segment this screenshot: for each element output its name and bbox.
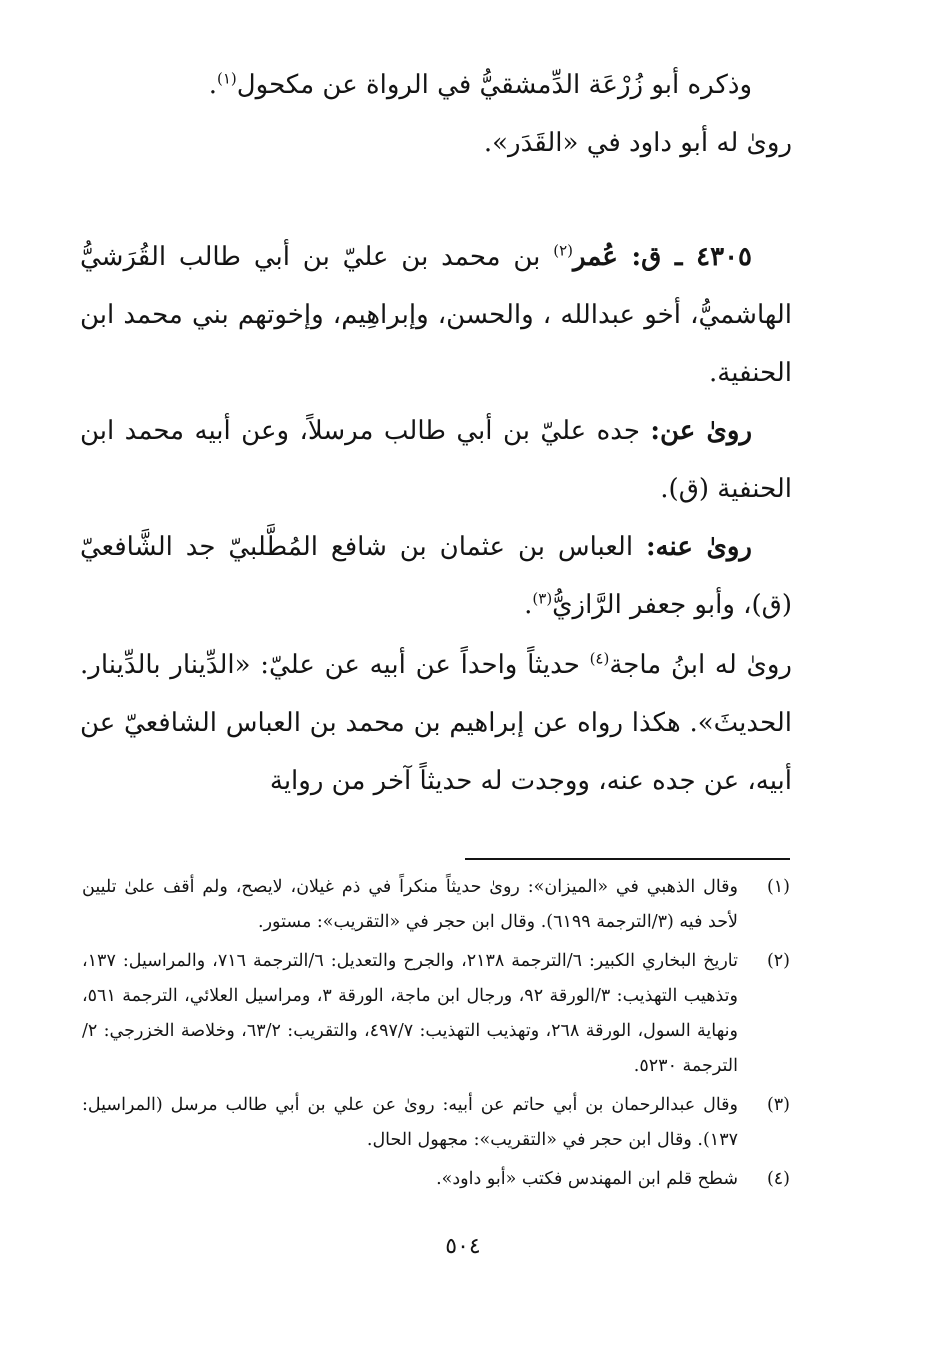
- footnote-ref-4: (٤): [589, 649, 610, 668]
- footnote-text: وقال عبدالرحمان بن أبي حاتم عن أبيه: روىٰ عن علي بن أبي طالب مرسل (المراسيل: ١٣٧). وقال ابن حجر في «التقريب»: مجهول الحال.: [82, 1095, 738, 1150]
- narrated-by-paragraph: روىٰ عنه: العباس بن عثمان بن شافع المُطَّلبيّ جد الشَّافعيّ (ق)، وأبو جعفر الرَّازيُّ$^{(٣)}$.: [80, 532, 792, 620]
- footnote-4: [82, 1162, 790, 1197]
- footnote-number: (٤): [766, 1169, 790, 1189]
- footnote-text: وقال الذهبي في «الميزان»: روىٰ حديثاً منكراً في ذم غيلان، لايصح، ولم أقف علىٰ تليين لأحد فيه (٣/الترجمة ٦١٩٩). وقال ابن حجر في «التقريب»: مستور.: [82, 877, 738, 932]
- footnote-number: (٢): [766, 951, 790, 971]
- footnote-text: تاريخ البخاري الكبير: ٦/الترجمة ٢١٣٨، والجرح والتعديل: ٦/الترجمة ٧١٦، والمراسيل: ١٣٧، وتذهيب التهذيب: ٣/الورقة ٩٢، ورجال ابن ماجة، الورقة ٣، ومراسيل العلائي، الترجمة ٥٦١، ونهاية السول، الورقة ٢٦٨، وتهذيب التهذيب: ٤٩٧/٧، والتقريب: ٦٣/٢، وخلاصة الخزرجي: ٢/الترجمة ٥٢٣٠.: [82, 951, 738, 1076]
- footnote-3: [82, 1088, 790, 1158]
- entry-name-text: بن محمد بن عليّ بن أبي طالب القُرَشيُّ الهاشميُّ، أخو عبدالله ، والحسن، وإبراهِيم، وإخوتهم بني محمد ابن الحنفية.: [80, 242, 792, 388]
- footnote-ref-1: (١): [217, 69, 237, 88]
- footnote-separator: [465, 858, 790, 860]
- page-number: ٥٠٤: [445, 1234, 481, 1259]
- entry-number-heading: ٤٣٠٥ ـ ق: عُمر: [573, 242, 752, 272]
- footnote-ref-2: (٢): [553, 241, 573, 260]
- narrated-from-text: جده عليّ بن أبي طالب مرسلاً، وعن أبيه محمد ابن الحنفية (ق).: [80, 416, 792, 504]
- entry-heading-paragraph: [80, 228, 792, 402]
- footnotes: [82, 870, 790, 1201]
- footnote-number: (٣): [766, 1095, 790, 1115]
- hadith-text-rest: حديثاً واحداً عن أبيه عن عليّ: «الدِّينار بالدِّينار. الحديثَ». هكذا رواه عن إبراهيم بن محمد بن العباس الشافعيّ عن أبيه، عن جده عنه، ووجدت له حديثاً آخر من رواية: [80, 650, 792, 796]
- narrated-from-paragraph: [80, 402, 792, 518]
- footnote-2: [82, 944, 790, 1084]
- continued-line-1: وذكره أبو زُرْعَة الدِّمشقيُّ في الرواة عن مكحول: [236, 70, 752, 100]
- narrated-from-label: روىٰ عن:: [650, 416, 753, 446]
- narrated-by-label: روىٰ عنه:: [645, 532, 752, 562]
- continued-paragraph: وذكره أبو زُرْعَة الدِّمشقيُّ في الرواة عن مكحول$^{(١)}$. روىٰ له أبو داود في «القَدَر».: [208, 69, 792, 158]
- footnote-ref-3: (٣): [532, 589, 553, 608]
- continued-line-2: روىٰ له أبو داود في «القَدَر».: [483, 128, 792, 158]
- footnote-text: شطح قلم ابن المهندس فكتب «أبو داود».: [436, 1169, 738, 1189]
- narrated-by-text: العباس بن عثمان بن شافع المُطَّلبيّ جد الشَّافعيّ (ق)، وأبو جعفر الرَّازيُّ: [80, 532, 792, 620]
- hadith-paragraph: [80, 636, 792, 810]
- hadith-text-start: روىٰ له ابنُ ماجة: [609, 650, 792, 680]
- footnote-1: [82, 870, 790, 940]
- footnote-number: (١): [766, 877, 790, 897]
